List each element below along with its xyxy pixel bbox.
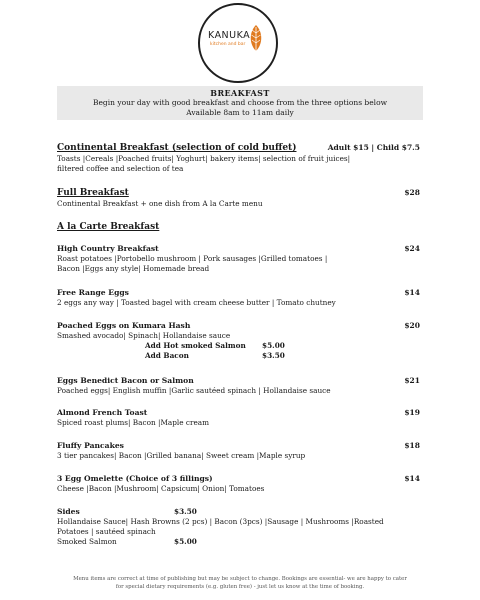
continental-section [57,142,423,174]
menu-item [57,474,423,494]
item-desc: Poached eggs| English muffin |Garlic sautéed spinach | Hollandaise sauce [57,386,331,395]
sides-salmon-row [57,537,423,547]
banner-hours: Available 8am to 11am daily [186,108,294,117]
continental-price: Adult $15 | Child $7.5 [327,143,420,152]
restaurant-logo [198,3,278,83]
alacarte-title: A la Carte Breakfast [57,222,160,232]
item-desc: Cheese |Bacon |Mushroom| Capsicum| Onion| Tomatoes [57,484,265,493]
item-desc: Hollandaise Sauce| Hash Browns (2 pcs) | Bacon (3pcs) |Sausage | Mushrooms |Roasted [57,517,384,526]
item-title: High Country Breakfast [57,244,159,253]
full-breakfast-desc: Continental Breakfast + one dish from A la Carte menu [57,199,263,208]
salmon-price: $5.00 [174,537,197,546]
sides-item [57,507,423,547]
menu-item [57,441,423,461]
full-breakfast-section [57,187,423,209]
item-title: Free Range Eggs [57,288,129,297]
addon-price: $5.00 [262,341,285,350]
footer-note [40,575,440,591]
item-desc: Roast potatoes |Portobello mushroom | Pork sausages |Grilled tomatoes | [57,254,328,263]
banner-subtitle: Begin your day with good breakfast and choose from the three options below [92,98,388,107]
item-desc: 2 eggs any way | Toasted bagel with cream cheese butter | Tomato chutney [57,298,336,307]
breakfast-banner [57,86,423,120]
item-title: Eggs Benedict Bacon or Salmon [57,376,194,385]
menu-item [57,288,423,308]
addon-label: Add Bacon [145,351,189,360]
item-price: $21 [404,376,420,385]
item-desc: 3 tier pancakes| Bacon |Grilled banana| Sweet cream |Maple syrup [57,451,306,460]
addon-label: Add Hot smoked Salmon [145,341,246,350]
leaf-icon [248,23,264,53]
addon-row [57,351,423,361]
full-breakfast-price: $28 [404,188,420,197]
logo-tagline: kitchen and bar [210,42,246,47]
continental-title: Continental Breakfast (selection of cold buffet) [57,143,297,153]
item-desc-cont: Potatoes | sautéed spinach [57,527,156,536]
item-title: Almond French Toast [57,408,148,417]
logo-name: KANUKA [208,30,251,41]
addon-row [57,341,423,351]
item-title: Sides [57,507,80,516]
menu-item [57,376,423,396]
item-price: $19 [404,408,420,417]
full-breakfast-title: Full Breakfast [57,188,129,198]
sides-price: $3.50 [174,507,197,516]
banner-title: BREAKFAST [210,88,270,98]
continental-desc-cont: filtered coffee and selection of tea [57,164,184,173]
addon-price: $3.50 [262,351,285,360]
salmon-label: Smoked Salmon [57,537,117,546]
item-title: Fluffy Pancakes [57,441,124,450]
menu-item [57,321,423,361]
footer-line: for special dietary requirements (e.g. gluten free) - just let us know at the time of booking. [115,584,365,590]
item-price: $14 [404,288,420,297]
menu-item [57,244,423,274]
alacarte-section [57,221,423,233]
item-price: $18 [404,441,420,450]
item-price: $24 [404,244,420,253]
item-title: Poached Eggs on Kumara Hash [57,321,191,330]
item-title: 3 Egg Omelette (Choice of 3 fillings) [57,474,213,483]
item-price: $20 [404,321,420,330]
footer-line: Menu items are correct at time of publishing but may be subject to change. Bookings are essential- we are happy to cater [73,576,407,582]
item-desc: Spiced roast plums| Bacon |Maple cream [57,418,210,427]
item-desc-cont: Bacon |Eggs any style| Homemade bread [57,264,210,273]
item-price: $14 [404,474,420,483]
continental-desc: Toasts |Cereals |Poached fruits| Yoghurt| bakery items| selection of fruit juices| [57,154,351,163]
menu-item [57,408,423,428]
item-desc: Smashed avocado| Spinach| Hollandaise sauce [57,331,231,340]
